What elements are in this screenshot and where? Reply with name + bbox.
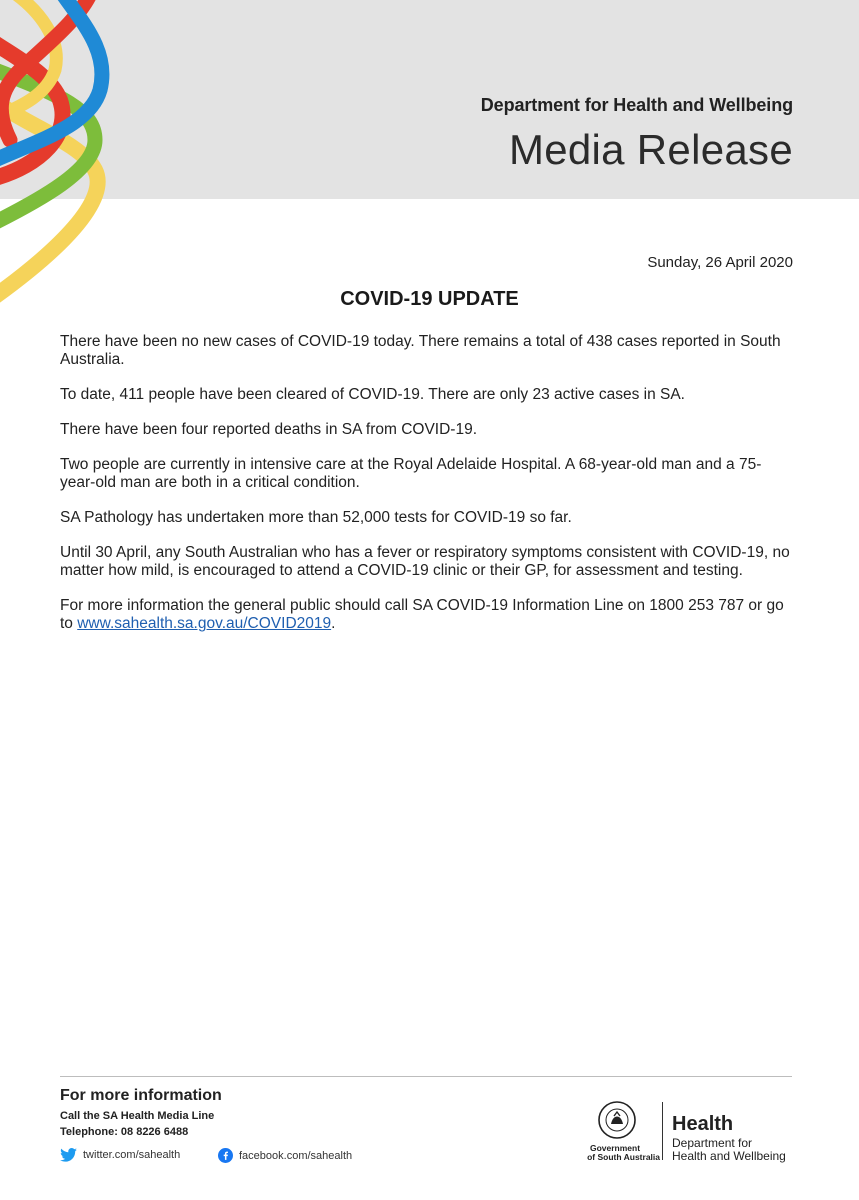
footer-divider (60, 1076, 792, 1077)
document-type: Media Release (508, 126, 793, 173)
paragraph: There have been four reported deaths in SA from COVID-19. (60, 421, 478, 438)
government-logo-text (570, 1144, 660, 1162)
paragraph: Two people are currently in intensive care at the Royal Adelaide Hospital. A 68-year-old man and a 75-year-old man are both in a critical condition. (60, 456, 762, 491)
department-name: Department for Health and Wellbeing (480, 95, 793, 115)
twitter-icon (60, 1148, 77, 1162)
paragraph: Until 30 April, any South Australian who has a fever or respiratory symptoms consistent with COVID-19, no matter how mild, is encouraged to attend a COVID-19 clinic or their GP, for assessment and testing. (60, 544, 790, 579)
release-body (60, 333, 795, 650)
government-logo (575, 1100, 660, 1164)
release-date: Sunday, 26 April 2020 (647, 254, 793, 271)
facebook-handle: facebook.com/sahealth (239, 1149, 353, 1162)
facebook-icon (218, 1148, 233, 1163)
paragraph: There have been no new cases of COVID-19 today. There remains a total of 438 cases reported in South Australia. (60, 333, 781, 368)
release-title: COVID-19 UPDATE (340, 288, 519, 310)
twitter-link[interactable] (60, 1148, 180, 1162)
government-logo-line2: of South Australia (587, 1152, 660, 1162)
contact-suffix: . (331, 615, 336, 632)
paragraph-contact (60, 597, 795, 633)
paragraph: SA Pathology has undertaken more than 52,000 tests for COVID-19 so far. (60, 509, 572, 526)
facebook-link[interactable] (218, 1148, 352, 1163)
logo-divider (662, 1102, 663, 1160)
government-seal-icon (597, 1100, 637, 1140)
contact-text: For more information the general public should call SA COVID-19 Information Line on 1800 253 787 or go to (60, 597, 784, 632)
media-line-label: Call the SA Health Media Line (60, 1110, 215, 1122)
twitter-handle: twitter.com/sahealth (83, 1149, 181, 1161)
telephone-label: Telephone: 08 8226 6488 (60, 1126, 189, 1138)
health-logo-word: Health (672, 1113, 734, 1135)
health-logo-line2: Health and Wellbeing (672, 1149, 786, 1163)
ribbon-graphic (0, 0, 130, 330)
health-logo-subtitle (672, 1137, 786, 1163)
paragraph: To date, 411 people have been cleared of COVID-19. There are only 23 active cases in SA. (60, 386, 685, 403)
covid-info-link[interactable]: www.sahealth.sa.gov.au/COVID2019 (77, 615, 332, 632)
health-logo-line1: Department for (672, 1136, 753, 1150)
government-logo-line1: Government (589, 1143, 641, 1153)
footer-heading: For more information (60, 1087, 222, 1104)
